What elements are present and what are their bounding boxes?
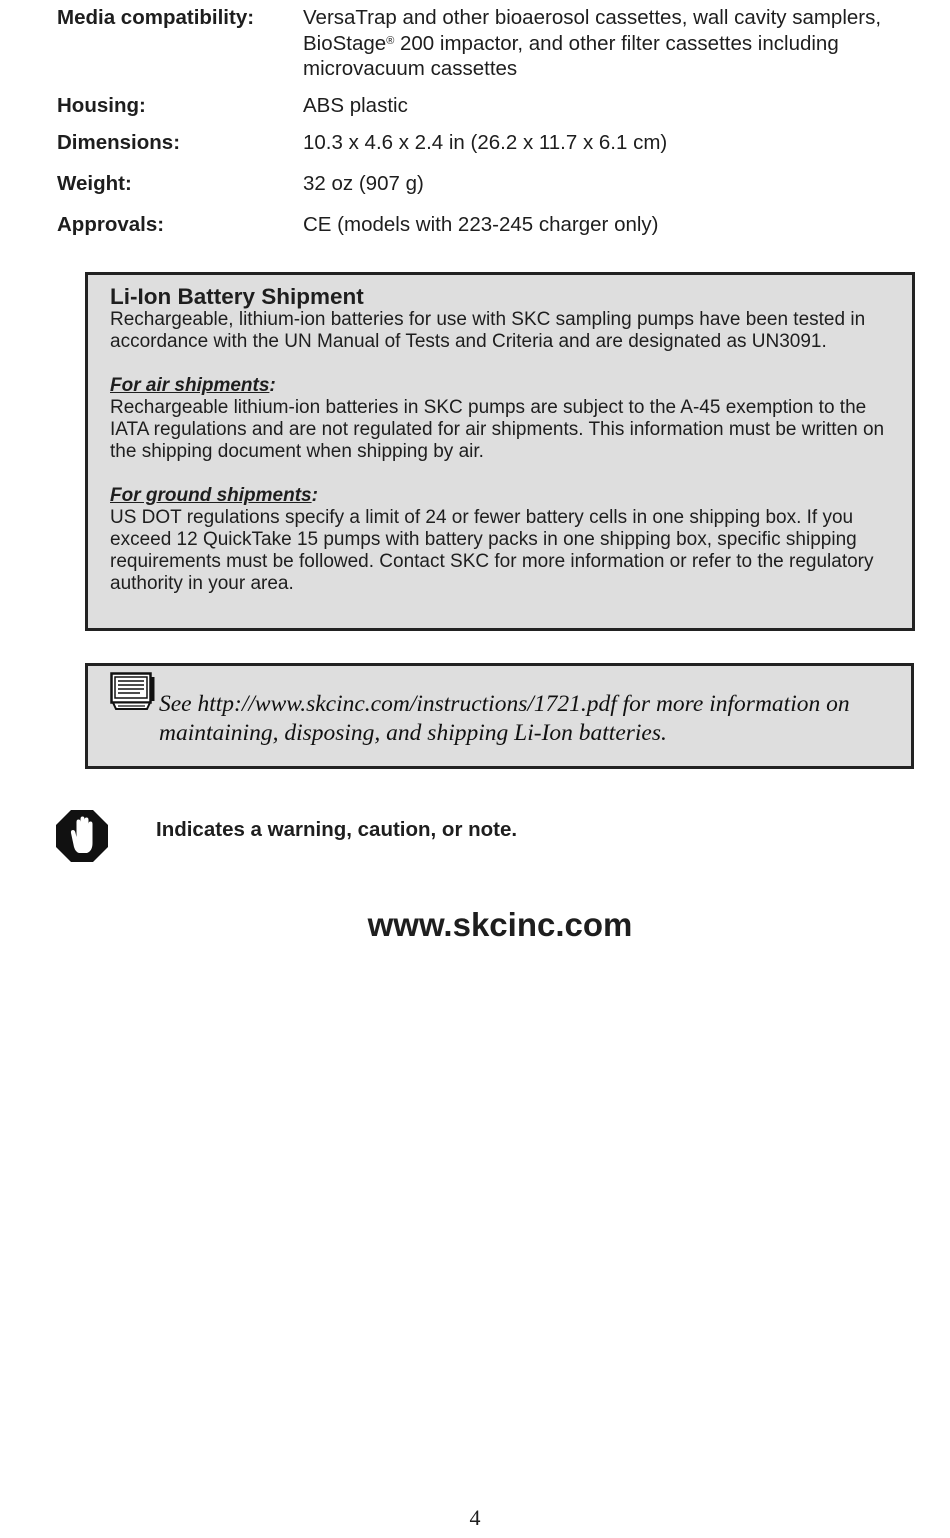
box-title: Li-Ion Battery Shipment xyxy=(110,284,364,309)
registered-mark: ® xyxy=(386,34,395,47)
spec-value-text-cont: 200 impactor, and other filter cassettes including microvacuum cassettes xyxy=(303,31,839,80)
spec-label: Media compatibility: xyxy=(57,6,255,29)
spec-value: 10.3 x 4.6 x 2.4 in (26.2 x 11.7 x 6.1 cm) xyxy=(303,131,668,154)
spec-label: Dimensions: xyxy=(57,131,181,154)
spec-label: Housing: xyxy=(57,94,146,117)
stop-hand-icon xyxy=(55,809,109,863)
battery-shipment-box xyxy=(85,272,915,631)
page-number: 4 xyxy=(469,1505,481,1530)
spec-label: Weight: xyxy=(57,172,132,195)
spec-value-text: VersaTrap and other bioaerosol cassettes, wall cavity samplers, BioStage xyxy=(303,6,882,55)
more-info-text: See http://www.skcinc.com/instructions/1721.pdf for more information on maintaining, disposing, and shipping Li-Ion batteries. xyxy=(159,691,850,746)
computer-monitor-icon xyxy=(110,672,156,714)
heading-colon: : xyxy=(269,375,276,396)
spec-value: ABS plastic xyxy=(303,94,408,117)
air-shipments-heading xyxy=(110,375,890,397)
heading-colon: : xyxy=(311,485,318,506)
ground-shipments-heading xyxy=(110,485,890,507)
ground-heading-text: For ground shipments xyxy=(110,485,312,506)
intro-paragraph: Rechargeable, lithium-ion batteries for use with SKC sampling pumps have been tested in accordance with the UN Manual of Tests and Criteria and are designated as UN3091. xyxy=(110,309,866,352)
air-heading-text: For air shipments xyxy=(110,375,270,396)
ground-shipments-paragraph: US DOT regulations specify a limit of 24 or fewer battery cells in one shipping box. If you exceed 12 QuickTake 15 pumps with battery packs in one shipping box, specific shipping requirements must be followed. Contact SKC for more information or refer to the regulatory authority in your area. xyxy=(110,507,874,594)
website-url: www.skcinc.com xyxy=(367,906,633,943)
spec-value: CE (models with 223-245 charger only) xyxy=(303,213,659,236)
spec-label: Approvals: xyxy=(57,213,165,236)
spec-value xyxy=(303,5,943,82)
warning-legend-text: Indicates a warning, caution, or note. xyxy=(156,818,518,841)
air-shipments-paragraph: Rechargeable lithium-ion batteries in SKC pumps are subject to the A-45 exemption to the IATA regulations and are not regulated for air shipments. This information must be written on the shipping document when shipping by air. xyxy=(110,397,885,462)
more-info-box xyxy=(85,663,914,769)
spec-value: 32 oz (907 g) xyxy=(303,172,424,195)
